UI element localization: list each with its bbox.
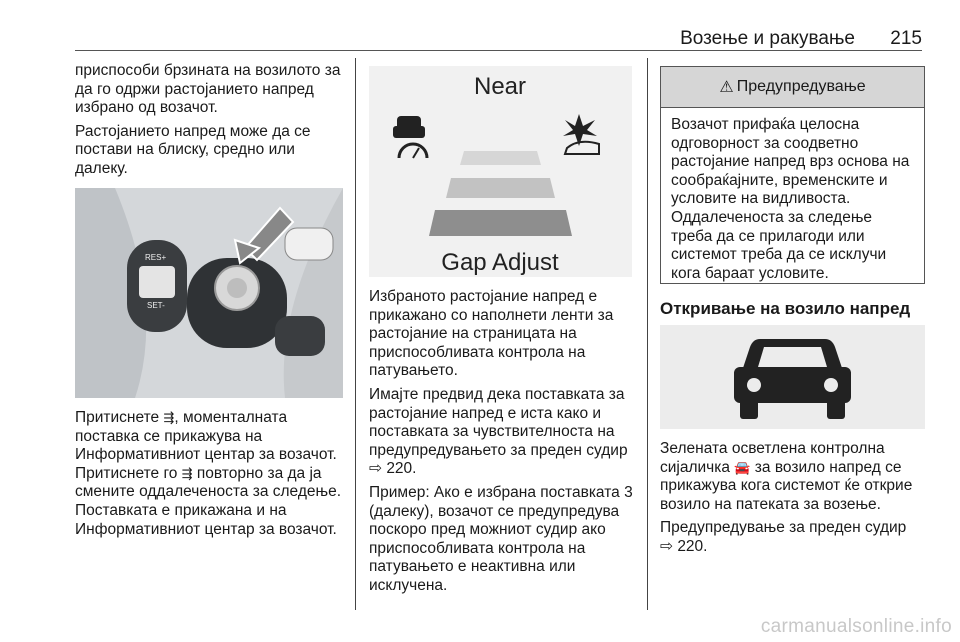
page-reference[interactable]: 220.	[677, 537, 708, 555]
steering-wheel-controls-image	[75, 188, 343, 398]
page-header	[680, 28, 922, 50]
watermark: carmanualsonline.info	[760, 616, 952, 637]
section-title: Откривање на возило напред	[660, 299, 911, 318]
paragraph: Избраното растојание напред е прикажано со наполнети ленти за растојание на страницата на приспособливата контрола на патувањето.	[369, 288, 614, 380]
gap-adjust-illustration	[369, 66, 632, 277]
warning-triangle-icon: ⚠	[719, 79, 734, 96]
gap-adjust-display-image	[369, 66, 632, 277]
warning-box	[660, 66, 925, 284]
header-rule	[75, 50, 922, 51]
paragraph: Предупредување за преден судир ⇨ 220.	[660, 519, 907, 555]
column-1-lower	[75, 409, 343, 544]
paragraph: Зелената осветлена контролна сијаличка 🚘 за возило напред се прикажува кога системот ќе открие возило на патеката за возење.	[660, 440, 913, 513]
paragraph: Пример: Ако е избрана поставката 3 (далеку), возачот се предупредува поскоро пред можниот судир ако приспособливата контрола на патувањето е неактивна или исклучена.	[369, 483, 633, 594]
distance-bar-near	[460, 151, 541, 165]
paragraph: Растојанието напред може да се постави на блиску, средно или далеку.	[75, 122, 311, 177]
distance-bar-far	[429, 210, 572, 236]
column-divider-1	[355, 58, 356, 610]
car-gauge-icon	[393, 116, 427, 158]
warning-text: Возачот прифаќа целосна одговорност за соодветно растојание напред врз основа на сообраќајните, временските и условите на видливоста. Оддалеченоста за следење треба да се прилагоди или системот треба да се исклучи кога бараат условите.	[671, 116, 910, 282]
warning-header	[661, 67, 924, 108]
column-divider-2	[647, 58, 648, 610]
vehicle-ahead-icon	[660, 325, 925, 429]
collision-warning-icon	[563, 114, 599, 154]
paragraph: приспособи брзината на возилото за да го одржи растојанието напред избрано од возачот.	[75, 62, 341, 117]
paragraph: Притиснете ⇶, моменталната поставка се прикажува на Информативниот центар за возачот. Притиснете го ⇶ повторно за да ја смените оддалеченоста за следење. Поставката е прикажана и на Информативниот центар за возачот.	[75, 409, 342, 538]
gap-adjust-icon: ⇶	[181, 465, 193, 481]
page-ref-icon: ⇨	[369, 460, 382, 478]
steering-wheel-illustration	[75, 188, 343, 398]
column-2	[369, 288, 634, 601]
warning-title: Предупредување	[736, 78, 866, 95]
gap-adjust-label: Gap Adjust	[441, 249, 559, 276]
set-label: SET-	[147, 301, 165, 310]
column-1	[75, 62, 343, 184]
distance-bar-middle	[446, 178, 555, 198]
near-label: Near	[473, 73, 527, 100]
page-number: 215	[890, 28, 922, 49]
vehicle-ahead-indicator-image	[660, 325, 925, 429]
page-ref-icon: ⇨	[660, 537, 673, 555]
gap-adjust-icon: ⇶	[163, 410, 175, 425]
vehicle-ahead-icon: 🚘	[734, 459, 751, 475]
column-3-lower	[660, 440, 928, 562]
page-reference[interactable]: 220.	[386, 460, 417, 478]
paragraph: Имајте предвид дека поставката за растојание напред е иста како и поставката за чувствителноста на предупредувањето за преден судир ⇨ 220.	[369, 385, 628, 478]
chapter-title: Возење и ракување	[680, 28, 856, 49]
res-label: RES+	[145, 253, 167, 262]
